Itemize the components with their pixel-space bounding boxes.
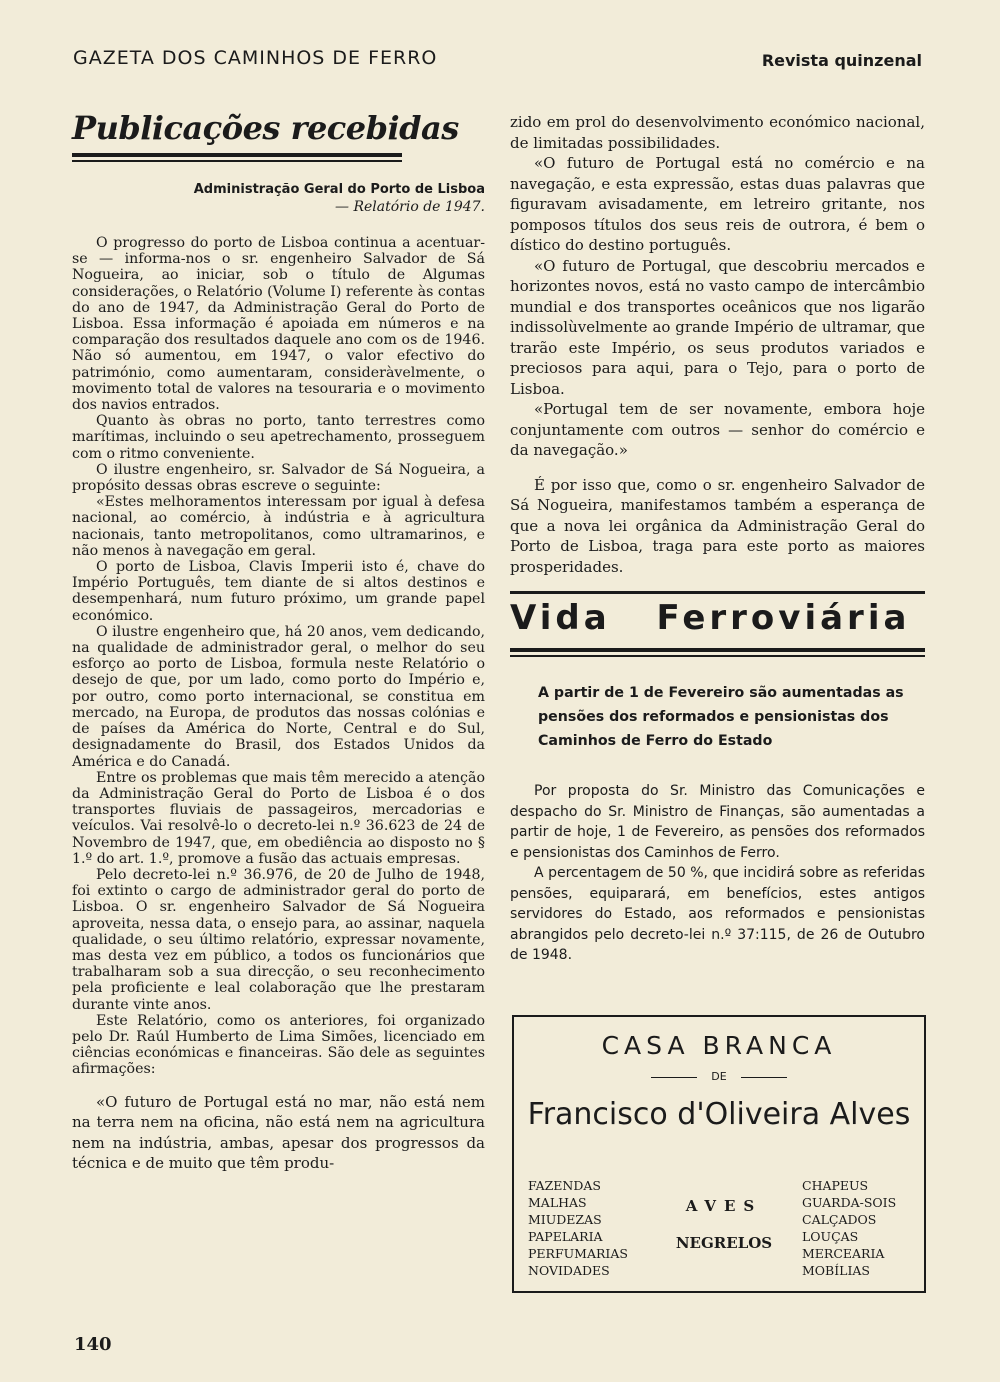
ad-item: FAZENDAS xyxy=(528,1178,601,1193)
ad-item: MALHAS xyxy=(528,1195,587,1210)
section-title-vida-ferroviaria: Vida Ferroviária xyxy=(510,598,911,638)
paragraph: O ilustre engenheiro, sr. Salvador de Sá Nogueira, a propósito dessas obras escreve o seguinte: xyxy=(72,461,485,495)
page-number: 140 xyxy=(74,1334,112,1355)
ad-item: PAPELARIA xyxy=(528,1229,603,1244)
vida-rule xyxy=(510,648,925,652)
ad-owner: Francisco d'Oliveira Alves xyxy=(527,1097,911,1132)
ad-place-aves: AVES xyxy=(685,1197,763,1215)
paragraph: «O futuro de Portugal está no mar, não está nem na terra nem na oficina, não está nem na agricultura nem na indústria, ambas, apesar dos progressos da técnica e de muito que têm produ- xyxy=(72,1092,485,1173)
ad-item: GUARDA-SOIS xyxy=(802,1195,897,1210)
paragraph: «O futuro de Portugal está no comércio e na navegação, e esta expressão, estas duas palavras que figuravam avisadamente, em letreiro gritante, nos pomposos títulos dos seus reis de outrora, é bem o dístico do destino português. xyxy=(510,154,925,254)
news-headline: A partir de 1 de Fevereiro são aumentadas as pensões dos reformados e pensionistas dos Caminhos de Ferro do Estado xyxy=(538,685,904,749)
ad-place-negrelos: NEGRELOS xyxy=(675,1234,773,1252)
news-paragraph: A percentagem de 50 %, que incidirá sobre as referidas pensões, equiparará, em benefícios, estes antigos servidores do Estado, aos reformados e pensionistas abrangidos pelo decreto-lei n.º 37:115, de 26 de Outubro de 1948. xyxy=(510,865,925,963)
ad-de: DE xyxy=(514,1070,924,1083)
ad-item: PERFUMARIAS xyxy=(528,1246,628,1261)
ad-brand: CASA BRANCA xyxy=(601,1031,837,1060)
paragraph: Pelo decreto-lei n.º 36.976, de 20 de Julho de 1948, foi extinto o cargo de administrador geral do porto de Lisboa. O sr. engenheiro Salvador de Sá Nogueira aproveita, nessa data, o ensejo para, ao assinar, naquela qualidade, o seu último relatório, expressar novamente, mas desta vez em público, a todos os funcionários que trabalharam sob a sua direcção, o seu reconhecimento pela proficiente e leal colaboração que lhe prestaram durante vinte anos. xyxy=(72,866,485,1013)
section-divider xyxy=(510,591,925,594)
paragraph: «Portugal tem de ser novamente, embora hoje conjuntamente com outros — senhor do comércio e da navegação.» xyxy=(510,400,925,459)
ad-item: CHAPEUS xyxy=(802,1178,869,1193)
paragraph: «O futuro de Portugal, que descobriu mercados e horizontes novos, está no vasto campo de intercâmbio mundial e dos transportes oceânicos que nos ligarão indissolùvelmente ao grande Império de ultramar, que trarão este Império, os seus produtos variados e preciosos para aqui, para o Tejo, para o porto de Lisboa. xyxy=(510,256,925,398)
ad-item: NOVIDADES xyxy=(528,1263,610,1278)
ad-item: MERCEARIA xyxy=(802,1246,885,1261)
ad-left-list xyxy=(528,1177,628,1279)
paragraph: O porto de Lisboa, Clavis Imperii isto é, chave do Império Português, tem diante de si altos destinos e desempenhará, num futuro próximo, um grande papel económico. xyxy=(72,559,485,624)
paragraph: Quanto às obras no porto, tanto terrestres como marítimas, incluindo o seu apetrechamento, prosseguem com o ritmo conveniente. xyxy=(72,413,485,462)
article-subsubject: — Relatório de 1947. xyxy=(335,199,485,215)
paragraph: O ilustre engenheiro que, há 20 anos, vem dedicando, na qualidade de administrador geral, o melhor do seu esforço ao porto de Lisboa, formula neste Relatório o desejo de que, por um lado, como porto do Império e, por outro, como porto internacional, se constitua em mercado, na Europa, de produtos das nossas colónias e de países da América do Norte, Central e do Sul, designadamente do Brasil, dos Estados Unidos da América e do Canadá. xyxy=(72,623,485,770)
ad-item: CALÇADOS xyxy=(802,1212,877,1227)
left-column xyxy=(72,105,485,1174)
title-rule xyxy=(72,153,402,157)
news-paragraph: Por proposta do Sr. Ministro das Comunicações e despacho do Sr. Ministro de Finanças, são aumentadas a partir de hoje, 1 de Fevereiro, as pensões dos reformados e pensionistas dos Caminhos de Ferro. xyxy=(510,783,925,861)
paragraph: Este Relatório, como os anteriores, foi organizado pelo Dr. Raúl Humberto de Lima Simões, licenciado em ciências económicas e financeiras. São dele as seguintes afirmações: xyxy=(72,1012,485,1078)
magazine-frequency: Revista quinzenal xyxy=(761,51,922,70)
right-column xyxy=(510,112,925,966)
section-title-publicacoes: Publicações recebidas xyxy=(72,109,459,147)
advertisement-casa-branca xyxy=(512,1015,926,1293)
paragraph: O progresso do porto de Lisboa continua a acentuar-se — informa-nos o sr. engenheiro Salvador de Sá Nogueira, ao iniciar, sob o título de Algumas considerações, o Relatório (Volume I) referente às contas do ano de 1947, da Administração Geral do Porto de Lisboa. Essa informação é apoiada em números e na comparação dos resultados daquele ano com os de 1946. Não só aumentou, em 1947, o valor efectivo do património, como aumentaram, consideràvelmente, o movimento total de valores na tesouraria e o movimento dos navios entrados. xyxy=(72,235,485,414)
title-rule-thin xyxy=(72,160,402,162)
paragraph: Entre os problemas que mais têm merecido a atenção da Administração Geral do Porto de Lisboa é o dos transportes fluviais de passageiros, mercadorias e veículos. Vai resolvê-lo o decreto-lei n.º 36.623 de 24 de Novembro de 1947, que, em obediência ao disposto no § 1.º do art. 1.º, promove a fusão das actuais empresas. xyxy=(72,769,485,867)
ad-item: MIUDEZAS xyxy=(528,1212,602,1227)
vida-rule-thin xyxy=(510,655,925,657)
ad-item: MOBÍLIAS xyxy=(802,1263,870,1278)
ad-right-list xyxy=(802,1177,896,1279)
paragraph: zido em prol do desenvolvimento económico nacional, de limitadas possibilidades. xyxy=(510,113,925,152)
article-subject: Administração Geral do Porto de Lisboa xyxy=(193,182,485,197)
paragraph: É por isso que, como o sr. engenheiro Salvador de Sá Nogueira, manifestamos também a esperança de que a nova lei orgânica da Administração Geral do Porto de Lisboa, traga para este porto as maiores prosperidades. xyxy=(510,475,925,576)
magazine-title: GAZETA DOS CAMINHOS DE FERRO xyxy=(73,47,438,69)
paragraph: «Estes melhoramentos interessam por igual à defesa nacional, ao comércio, à indústria e à agricultura nacionais, tanto metropolitanos, como ultramarinos, e não menos à navegação em geral. xyxy=(72,494,485,559)
ad-item: LOUÇAS xyxy=(802,1229,859,1244)
